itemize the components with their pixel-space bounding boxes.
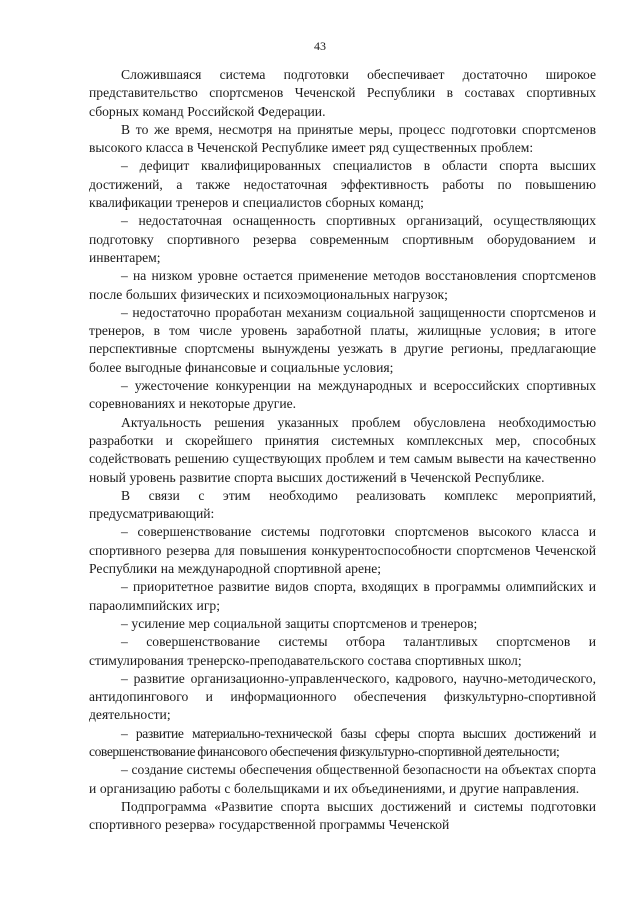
list-item-olympic-sports: – приоритетное развитие видов спорта, входящих в программы олимпийских и параолимпийских игр; — [89, 579, 596, 613]
document-body — [89, 66, 596, 834]
list-item-competition: – ужесточение конкуренции на международных и всероссийских спортивных соревнованиях и некоторые другие. — [89, 378, 596, 412]
paragraph-measures-intro: В связи с этим необходимо реализовать комплекс мероприятий, предусматривающий: — [89, 487, 596, 522]
paragraph-relevance: Актуальность решения указанных проблем обусловлена необходимостью разработки и скорейшего принятия системных комплексных мер, способных содействовать решению существующих проблем и тем самым вывести на качественно новый уровень развитие спорта высших достижений в Чеченской Республике. — [89, 414, 596, 485]
list-item-material-base: – развитие материально-технической базы сферы спорта высших достижений и совершенствование финансового обеспечения физкультурно-спортивной деятельности; — [89, 725, 596, 759]
list-item-talent-selection: – совершенствование системы отбора талантливых спортсменов и стимулирования тренерско-преподавательского состава спортивных школ; — [89, 634, 596, 668]
list-item-equipment: – недостаточная оснащенность спортивных организаций, осуществляющих подготовку спортивного резерва современным спортивным оборудованием и инвентарем; — [89, 213, 596, 265]
list-item-recovery-methods: – на низком уровне остается применение методов восстановления спортсменов после больших физических и психоэмоциональных нагрузок; — [89, 268, 596, 302]
paragraph-subprogram: Подпрограмма «Развитие спорта высших достижений и системы подготовки спортивного резерва» государственной программы Чеченской — [89, 798, 596, 833]
paragraph-training-system: Сложившаяся система подготовки обеспечивает достаточно широкое представительство спортсменов Чеченской Республики в составах спортивных сборных команд Российской Федерации. — [89, 67, 596, 119]
paragraph-problems-intro: В то же время, несмотря на принятые меры, процесс подготовки спортсменов высокого класса в Чеченской Республике имеет ряд существенных проблем: — [89, 121, 596, 156]
list-item-specialist-deficit: – дефицит квалифицированных специалистов в области спорта высших достижений, а также недостаточная эффективность работы по повышению квалификации тренеров и специалистов сборных команд; — [89, 158, 596, 211]
list-item-training-improvement: – совершенствование системы подготовки спортсменов высокого класса и спортивного резерва для повышения конкурентоспособности спортсменов Чеченской Республики на международной спортивной арене; — [89, 524, 596, 577]
list-item-public-safety: – создание системы обеспечения общественной безопасности на объектах спорта и организацию работы с болельщиками и их объединениями, и другие направления. — [89, 762, 596, 796]
page-number: 43 — [314, 39, 326, 53]
list-item-social-protection: – недостаточно проработан механизм социальной защищенности спортсменов и тренеров, в том числе уровень заработной платы, жилищные условия; в итоге перспективные спортсмены вынуждены уезжать в другие регионы, предлагающие более выгодные финансовые и социальные условия; — [89, 304, 596, 375]
list-item-organizational-support: – развитие организационно-управленческого, кадрового, научно-методического, антидопингового и информационного обеспечения физкультурно-спортивной деятельности; — [89, 670, 596, 723]
list-item-social-measures: – усиление мер социальной защиты спортсменов и тренеров; — [121, 615, 478, 631]
